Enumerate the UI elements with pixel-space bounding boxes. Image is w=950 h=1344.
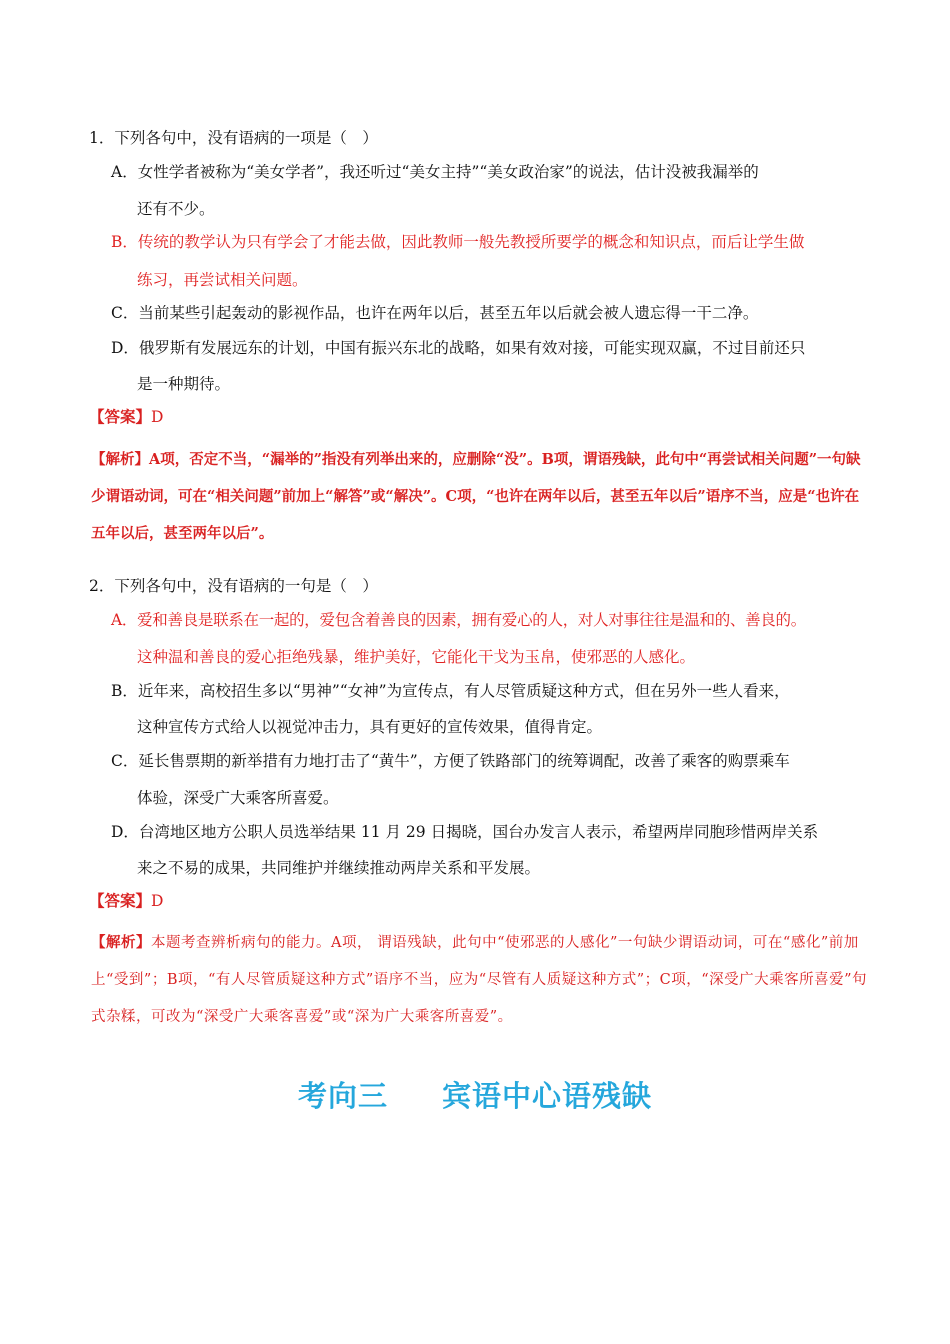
q1-option-b-line2: 练习，再尝试相关问题。 <box>137 271 308 289</box>
q2-option-c-line1: C．延长售票期的新举措有力地打击了“黄牛”，方便了铁路部门的统筹调配，改善了乘客的购票乘车 <box>111 752 790 770</box>
q2-stem: 2．下列各句中，没有语病的一句是（ ） <box>89 577 378 595</box>
section-heading-left: 考向三 <box>297 1079 388 1113</box>
q2-option-d-line1: D．台湾地区地方公职人员选举结果 11 月 29 日揭晓，国台办发言人表示，希望两岸同胞珍惜两岸关系 <box>111 823 819 841</box>
q2-option-b-line1: B．近年来，高校招生多以“男神”“女神”为宣传点，有人尽管质疑这种方式，但在另外一些人看来， <box>111 682 790 700</box>
q2-answer-value: D <box>151 892 164 910</box>
q1-explanation <box>91 441 871 552</box>
q2-explain-label: 【解析】 <box>91 934 151 951</box>
q2-option-a-line2: 这种温和善良的爱心拒绝残暴，维护美好，它能化干戈为玉帛，使邪恶的人感化。 <box>137 648 696 666</box>
q1-answer-value: D <box>151 408 164 426</box>
q1-explain-text: A项，否定不当，“漏举的”指没有列举出来的，应删除“没”。B项，谓语残缺，此句中“再尝试相关问题”一句缺少谓语动词，可在“相关问题”前加上“解答”或“解决”。C项，“也许在两年以后，甚至五年以后”语序不当，应是“也许在五年以后，甚至两年以后”。 <box>91 451 861 542</box>
q1-answer-label: 【答案】 <box>89 407 152 426</box>
q2-option-d-line2: 来之不易的成果，共同维护并继续推动两岸关系和平发展。 <box>137 859 541 877</box>
q2-option-b-line2: 这种宣传方式给人以视觉冲击力，具有更好的宣传效果，值得肯定。 <box>137 718 603 736</box>
q1-option-d-line2: 是一种期待。 <box>137 375 231 393</box>
q1-option-a-line2: 还有不少。 <box>137 200 215 218</box>
q2-explain-text: 本题考查辨析病句的能力。A项， 谓语残缺，此句中“使邪恶的人感化”一句缺少谓语动词，可在“感化”前加上“受到”；B项，“有人尽管质疑这种方式”语序不当，应为“尽管有人质疑这种方式”；C项，“深受广大乘客所喜爱”句式杂糅，可改为“深受广大乘客喜爱”或“深为广大乘客所喜爱”。 <box>91 935 868 1025</box>
section-heading-right: 宾语中心语残缺 <box>442 1079 653 1113</box>
q1-explain-label: 【解析】 <box>91 451 149 468</box>
q1-option-a-line1: A．女性学者被称为“美女学者”，我还听过“美女主持”“美女政治家”的说法，估计没被我漏举的 <box>111 163 759 181</box>
q1-option-c-line1: C．当前某些引起轰动的影视作品，也许在两年以后，甚至五年以后就会被人遗忘得一干二净。 <box>111 304 759 322</box>
q1-option-d-line1: D．俄罗斯有发展远东的计划，中国有振兴东北的战略，如果有效对接，可能实现双赢，不过目前还只 <box>111 339 806 357</box>
q2-explanation <box>91 924 871 1036</box>
q1-option-b-line1: B．传统的教学认为只有学会了才能去做，因此教师一般先教授所要学的概念和知识点，而后让学生做 <box>111 233 805 251</box>
q2-answer-label: 【答案】 <box>89 891 152 910</box>
q1-stem: 1．下列各句中，没有语病的一项是（ ） <box>89 129 378 147</box>
q1-answer <box>89 407 163 427</box>
q2-option-c-line2: 体验，深受广大乘客所喜爱。 <box>137 789 339 807</box>
q2-option-a-line1: A．爱和善良是联系在一起的，爱包含着善良的因素，拥有爱心的人，对人对事往往是温和的、善良的。 <box>111 611 806 629</box>
section-heading <box>0 1074 950 1115</box>
q2-answer <box>89 891 163 911</box>
